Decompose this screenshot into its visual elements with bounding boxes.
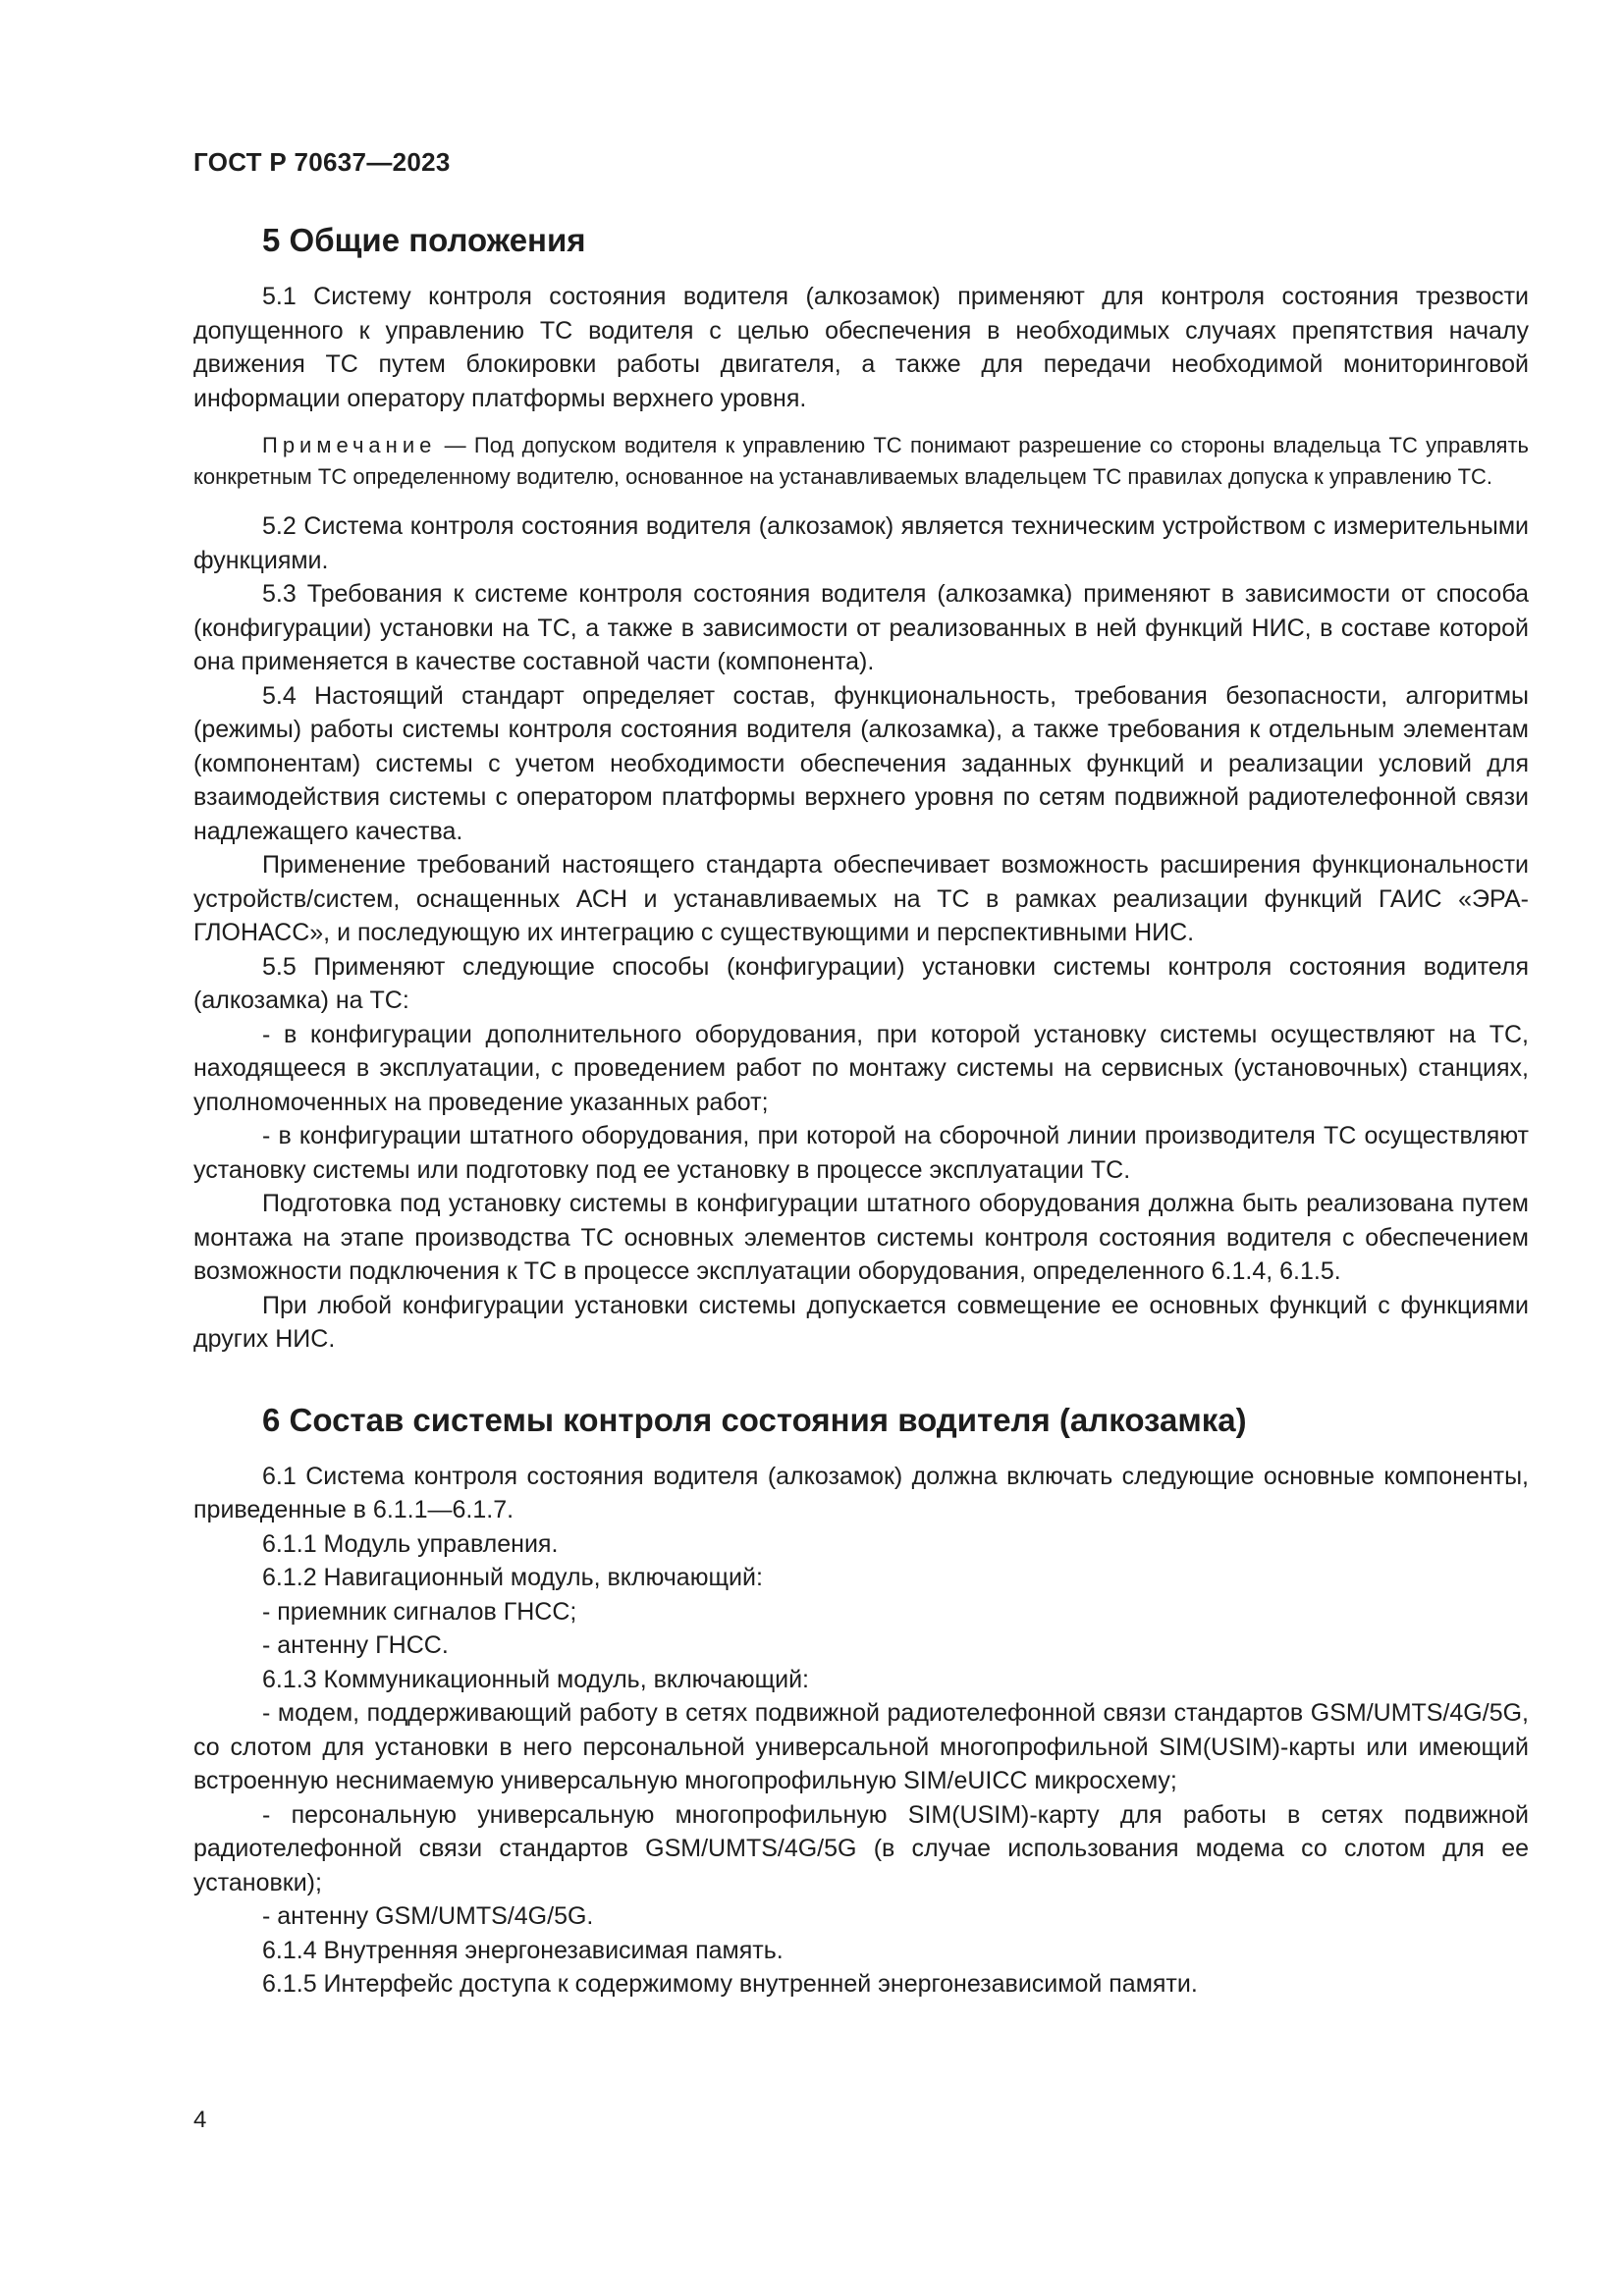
paragraph-5-4-continuation: Применение требований настоящего стандарта обеспечивает возможность расширения функциональности устройств/систем, оснащенных АСН и устанавливаемых на ТС в рамках реализации функций ГАИС «ЭРА-ГЛОНАСС», и последующую их интеграцию с существующими и перспективными НИС. <box>193 851 1529 946</box>
note-label: Примечание <box>262 433 437 457</box>
paragraph-5-5-combination: При любой конфигурации установки системы допускается совмещение ее основных функций с функциями других НИС. <box>193 1291 1529 1353</box>
section-5-title: 5 Общие положения <box>262 222 586 258</box>
paragraph-5-5-preparation: Подготовка под установку системы в конфигурации штатного оборудования должна быть реализована путем монтажа на этапе производства ТС основных элементов системы контроля состояния водителя с обеспечением возможности подключения к ТС в процессе эксплуатации оборудования, определенного 6.1.4, 6.1.5. <box>193 1190 1529 1285</box>
section-6-title: 6 Состав системы контроля состояния водителя (алкозамка) <box>262 1401 1247 1438</box>
standard-header: ГОСТ Р 70637—2023 <box>193 147 451 177</box>
paragraph-5-5: 5.5 Применяют следующие способы (конфигурации) установки системы контроля состояния водителя (алкозамка) на ТС: <box>193 952 1529 1014</box>
paragraph-6-1-5: 6.1.5 Интерфейс доступа к содержимому внутренней энергонезависимой памяти. <box>262 1970 1198 1998</box>
paragraph-6-1: 6.1 Система контроля состояния водителя (алкозамок) должна включать следующие основные компоненты, приведенные в 6.1.1—6.1.7. <box>193 1462 1529 1523</box>
list-item-gnss-antenna: - антенну ГНСС. <box>262 1631 449 1659</box>
page-content <box>193 211 1529 2002</box>
list-item-gsm-antenna: - антенну GSM/UMTS/4G/5G. <box>262 1902 594 1930</box>
paragraph-5-1: 5.1 Систему контроля состояния водителя (алкозамок) применяют для контроля состояния трезвости допущенного к управлению ТС водителя с целью обеспечения в необходимых случаях препятствия началу движения ТС путем блокировки работы двигателя, а также для передачи необходимой мониторинговой информации оператору платформы верхнего уровня. <box>193 283 1529 412</box>
list-item-gnss-receiver: - приемник сигналов ГНСС; <box>262 1597 577 1626</box>
list-item-additional-equipment: - в конфигурации дополнительного оборудования, при которой установку системы осуществляют на ТС, находящееся в эксплуатации, с проведением работ по монтажу системы на сервисных (установочных) станциях, уполномоченных на проведение указанных работ; <box>193 1020 1529 1116</box>
paragraph-5-4: 5.4 Настоящий стандарт определяет состав, функциональность, требования безопасности, алгоритмы (режимы) работы системы контроля состояния водителя (алкозамка), а также требования к отдельным элементам (компонентам) системы с учетом необходимости обеспечения заданных функций и реализации условий для взаимодействия системы с оператором платформы верхнего уровня по сетям подвижной радиотелефонной связи надлежащего качества. <box>193 681 1529 845</box>
paragraph-5-3: 5.3 Требования к системе контроля состояния водителя (алкозамка) применяют в зависимости от способа (конфигурации) установки на ТС, а также в зависимости от реализованных в ней функций НИС, в составе которой она применяется в качестве составной части (компонента). <box>193 580 1529 675</box>
note-text: — Под допуском водителя к управлению ТС понимают разрешение со стороны владельца ТС управлять конкретным ТС определенному водителю, основанное на устанавливаемых владельцем ТС правилах допуска к управлению ТС. <box>193 433 1529 489</box>
paragraph-6-1-3: 6.1.3 Коммуникационный модуль, включающий: <box>262 1665 810 1693</box>
list-item-sim-card: - персональную универсальную многопрофильную SIM(USIM)-карту для работы в сетях подвижной радиотелефонной связи стандартов GSM/UMTS/4G/5G (в случае использования модема со слотом для ее установки); <box>193 1800 1529 1896</box>
paragraph-6-1-4: 6.1.4 Внутренняя энергонезависимая память. <box>262 1936 784 1964</box>
list-item-modem: - модем, поддерживающий работу в сетях подвижной радиотелефонной связи стандартов GSM/UMTS/4G/5G, со слотом для установки в него персональной универсальной многопрофильной SIM(USIM)-карты или имеющий встроенную неснимаемую универсальную многопрофильную SIM/eUICC микросхему; <box>193 1699 1529 1794</box>
paragraph-6-1-2: 6.1.2 Навигационный модуль, включающий: <box>262 1564 763 1591</box>
paragraph-5-2: 5.2 Система контроля состояния водителя (алкозамок) является техническим устройством с измерительными функциями. <box>193 512 1529 574</box>
page-number: 4 <box>193 2107 207 2133</box>
paragraph-6-1-1: 6.1.1 Модуль управления. <box>262 1529 559 1558</box>
list-item-standard-equipment: - в конфигурации штатного оборудования, при которой на сборочной линии производителя ТС осуществляют установку системы или подготовку под ее установку в процессе эксплуатации ТС. <box>193 1122 1529 1184</box>
note <box>193 430 1529 492</box>
